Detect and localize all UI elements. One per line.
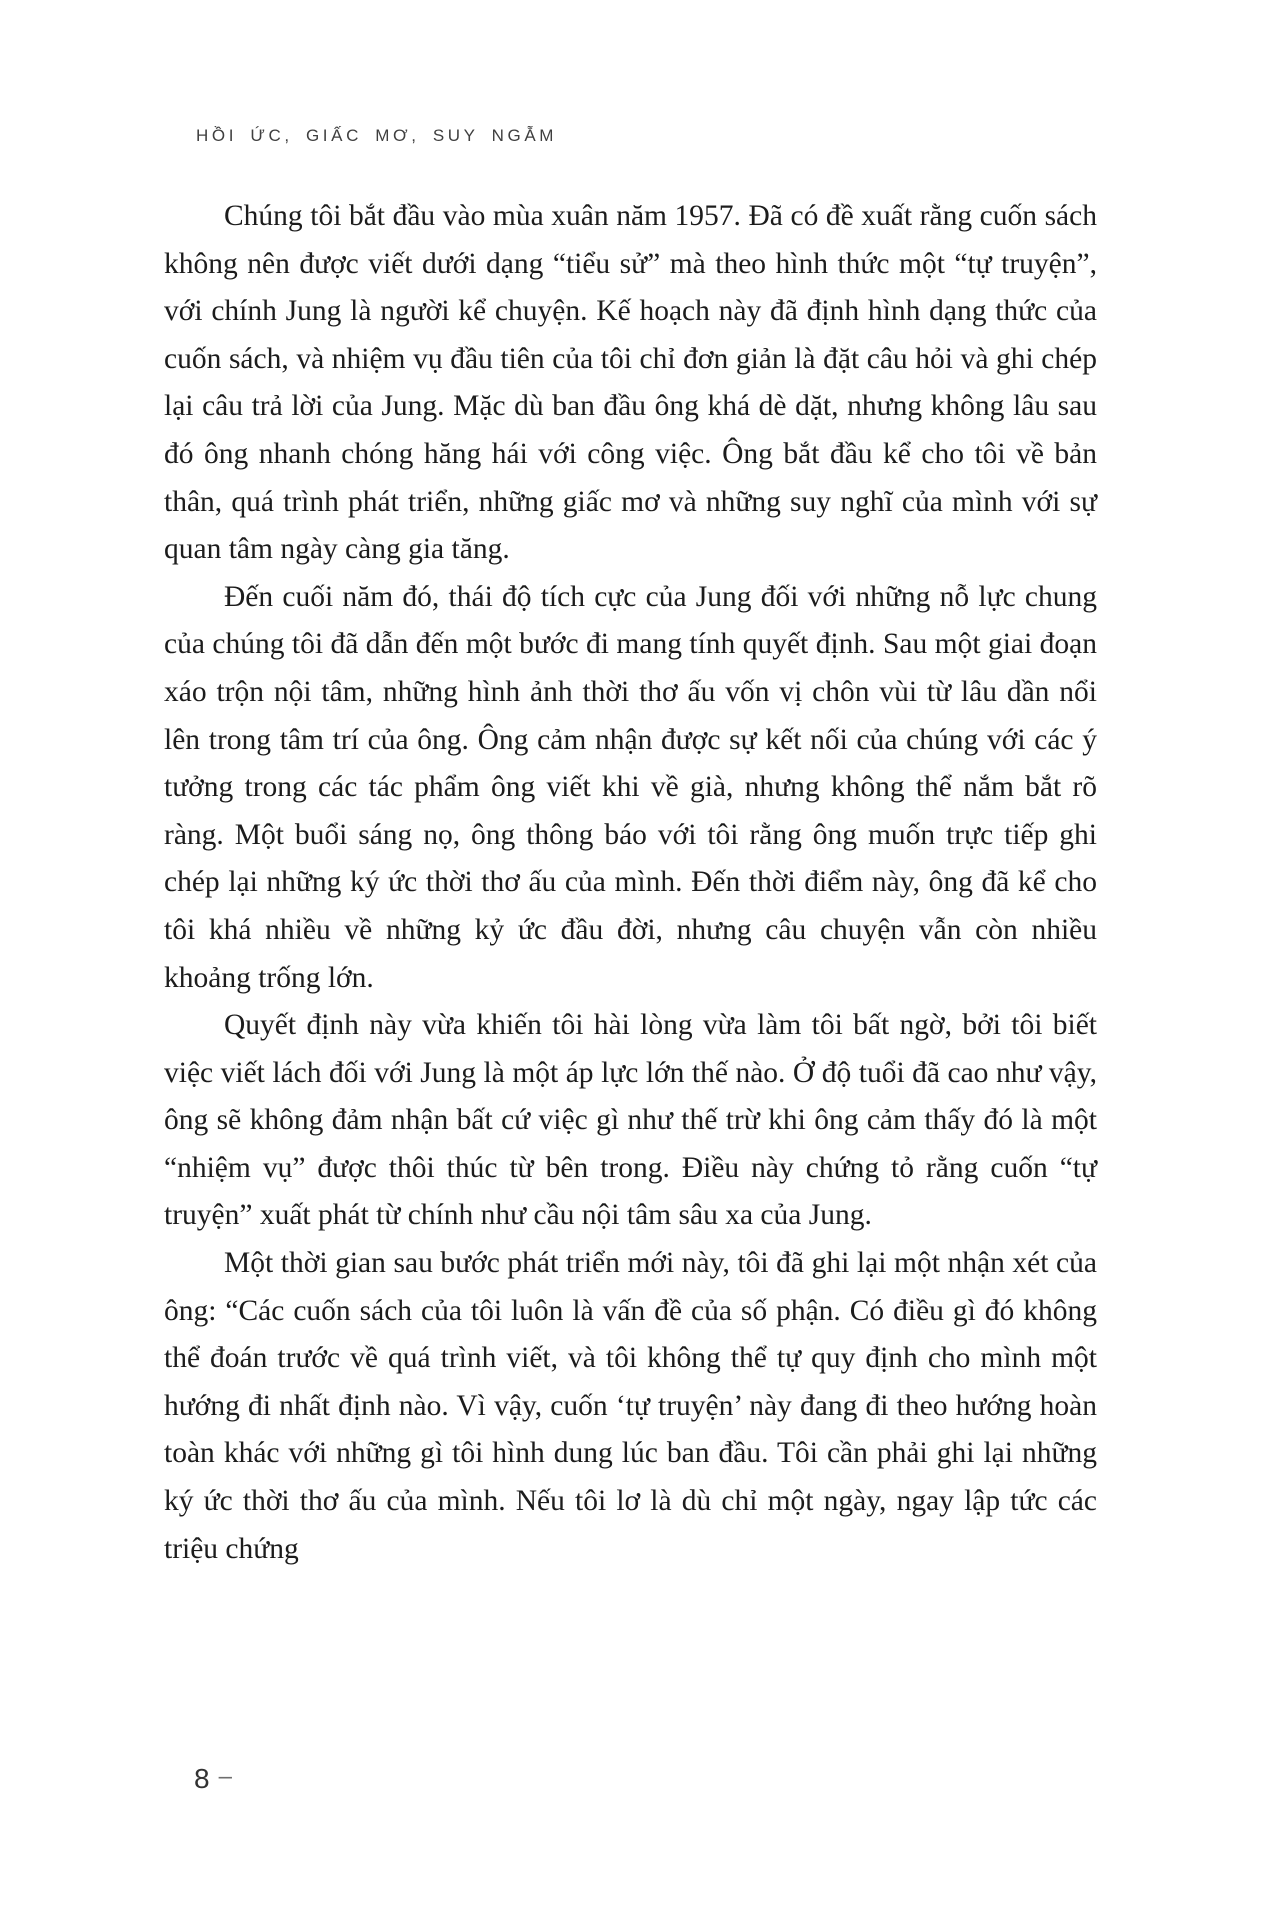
page-number-dash: – [218, 1763, 232, 1790]
page-number: 8 [194, 1763, 210, 1794]
body-paragraph: Quyết định này vừa khiến tôi hài lòng vừa làm tôi bất ngờ, bởi tôi biết việc viết lách đối với Jung là một áp lực lớn thế nào. Ở độ tuổi đã cao như vậy, ông sẽ không đảm nhận bất cứ việc gì như thế trừ khi ông cảm thấy đó là một “nhiệm vụ” được thôi thúc từ bên trong. Điều này chứng tỏ rằng cuốn “tự truyện” xuất phát từ chính như cầu nội tâm sâu xa của Jung. [164, 1009, 1097, 1232]
body-text-block [164, 193, 1097, 1573]
body-paragraph: Đến cuối năm đó, thái độ tích cực của Jung đối với những nỗ lực chung của chúng tôi đã dẫn đến một bước đi mang tính quyết định. Sau một giai đoạn xáo trộn nội tâm, những hình ảnh thời thơ ấu vốn vị chôn vùi từ lâu dần nổi lên trong tâm trí của ông. Ông cảm nhận được sự kết nối của chúng với các ý tưởng trong các tác phẩm ông viết khi về già, nhưng không thể nắm bắt rõ ràng. Một buổi sáng nọ, ông thông báo với tôi rằng ông muốn trực tiếp ghi chép lại những ký ức thời thơ ấu của mình. Đến thời điểm này, ông đã kể cho tôi khá nhiều về những kỷ ức đầu đời, nhưng câu chuyện vẫn còn nhiều khoảng trống lớn. [164, 580, 1097, 994]
body-paragraph: Một thời gian sau bước phát triển mới này, tôi đã ghi lại một nhận xét của ông: “Các cuốn sách của tôi luôn là vấn đề của số phận. Có điều gì đó không thể đoán trước về quá trình viết, và tôi không thể tự quy định cho mình một hướng đi nhất định nào. Vì vậy, cuốn ‘tự truyện’ này đang đi theo hướng hoàn toàn khác với những gì tôi hình dung lúc ban đầu. Tôi cần phải ghi lại những ký ức thời thơ ấu của mình. Nếu tôi lơ là dù chỉ một ngày, ngay lập tức các triệu chứng [164, 1247, 1097, 1565]
running-head: HỒI ỨC, GIẤC MƠ, SUY NGẪM [196, 126, 558, 145]
page-footer [194, 1763, 232, 1795]
body-paragraph: Chúng tôi bắt đầu vào mùa xuân năm 1957. Đã có đề xuất rằng cuốn sách không nên được viết dưới dạng “tiểu sử” mà theo hình thức một “tự truyện”, với chính Jung là người kể chuyện. Kế hoạch này đã định hình dạng thức của cuốn sách, và nhiệm vụ đầu tiên của tôi chỉ đơn giản là đặt câu hỏi và ghi chép lại câu trả lời của Jung. Mặc dù ban đầu ông khá dè dặt, nhưng không lâu sau đó ông nhanh chóng hăng hái với công việc. Ông bắt đầu kể cho tôi về bản thân, quá trình phát triển, những giấc mơ và những suy nghĩ của mình với sự quan tâm ngày càng gia tăng. [164, 200, 1097, 566]
